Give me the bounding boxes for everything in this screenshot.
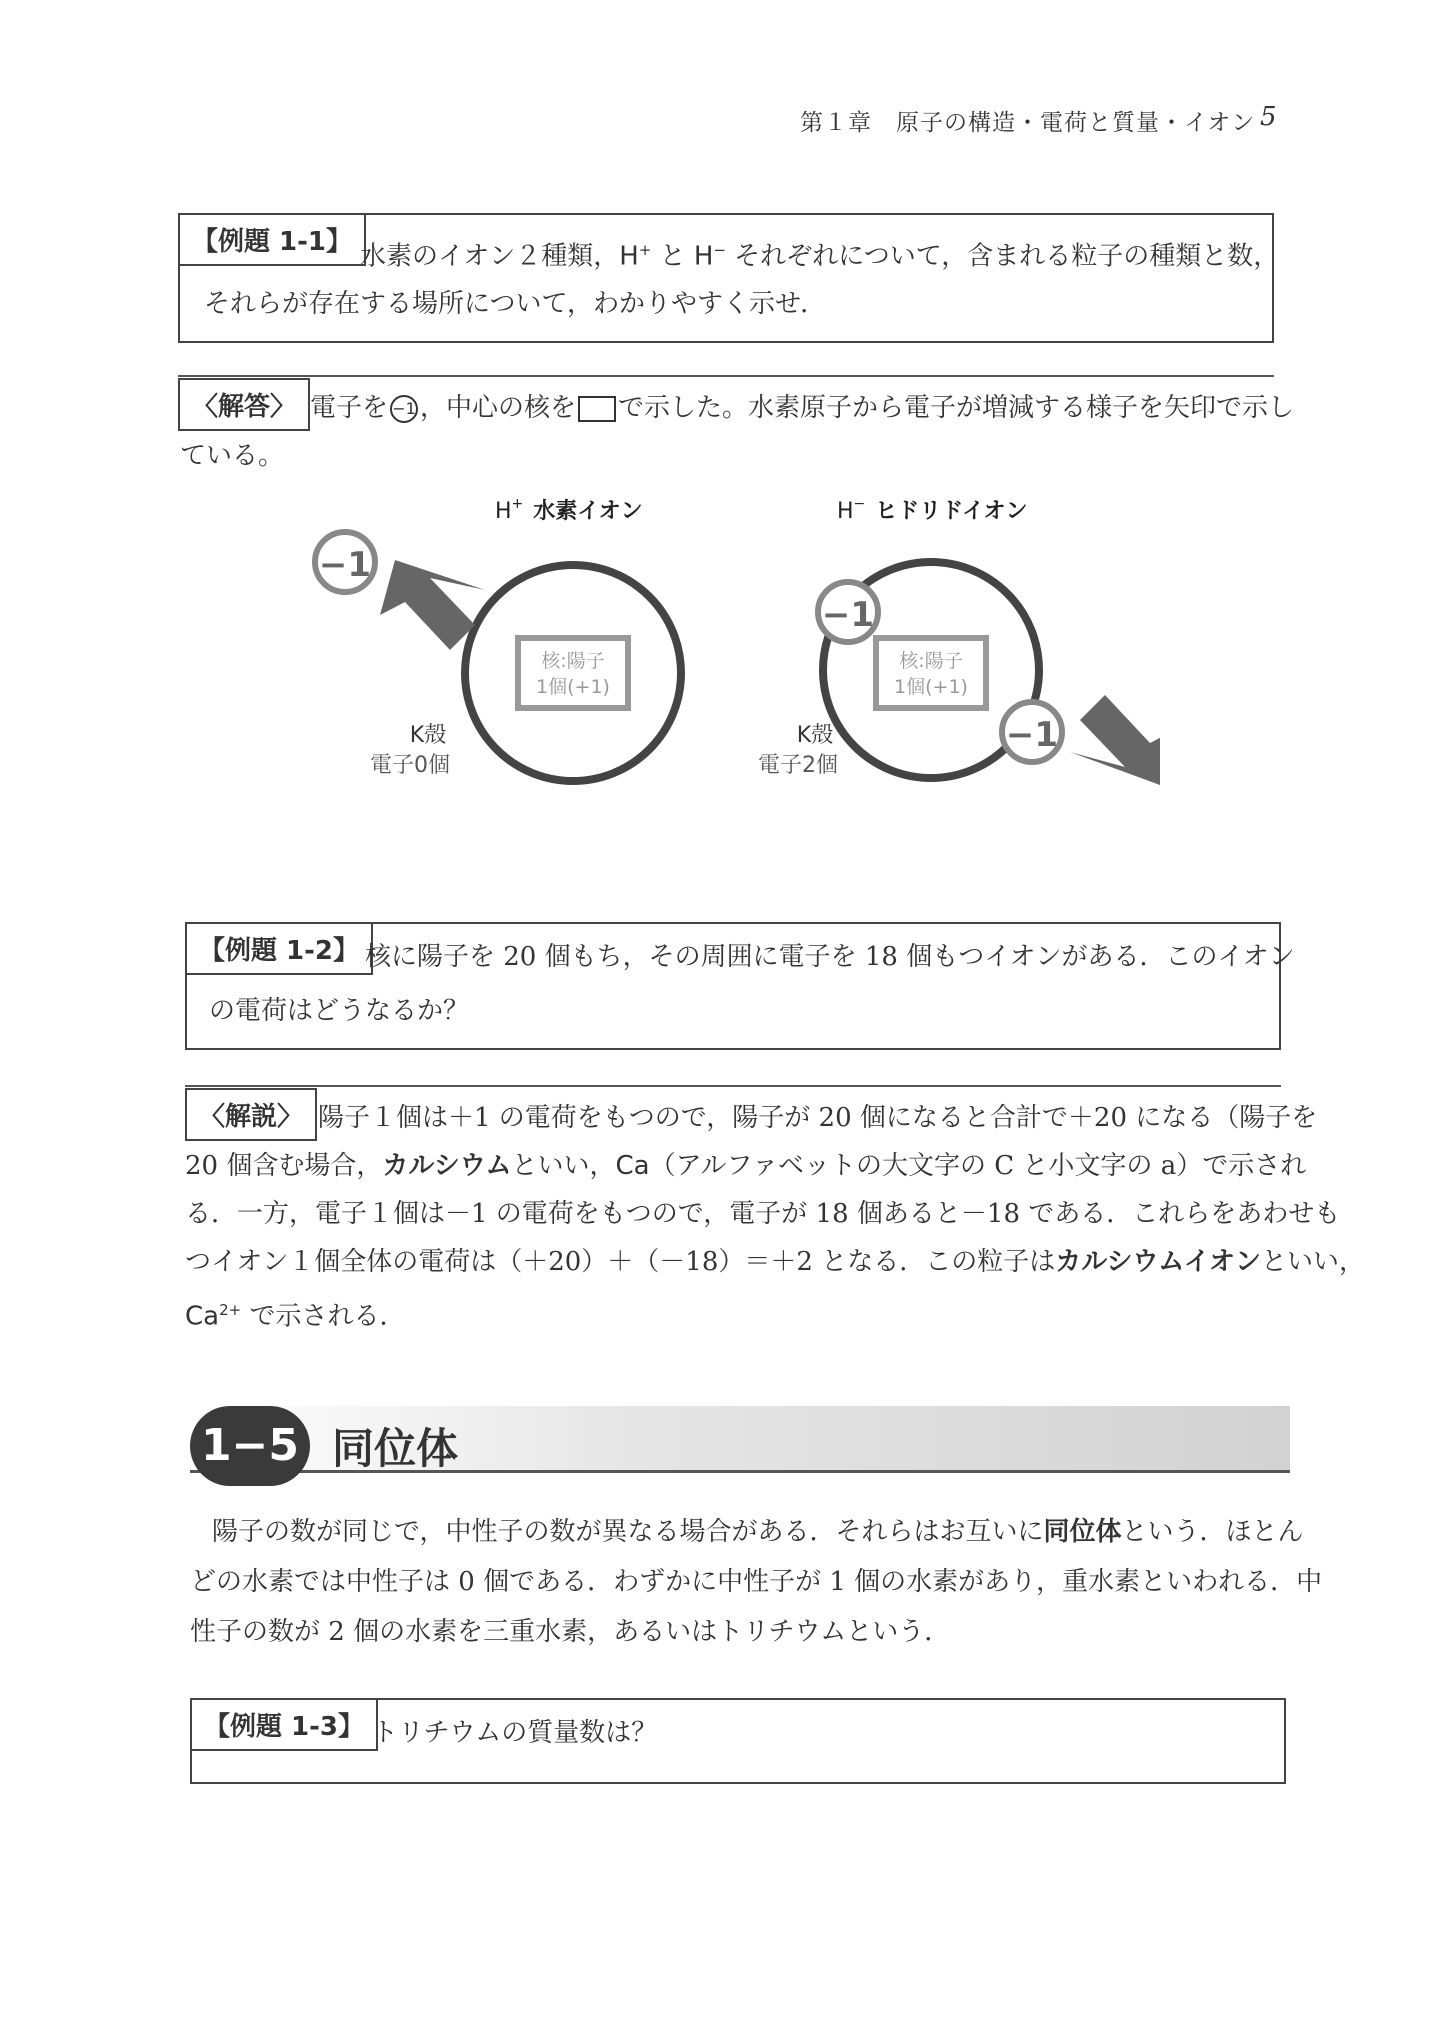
example-tag-1-1: 【例題 1-1】 [178, 213, 366, 266]
answer-line1: 電子を −1 ，中心の核を で示した。水素原子から電子が増減する様子を矢印で示し [310, 393, 1295, 423]
left-shell-label: K殻 [409, 723, 447, 748]
explanation-line4: つイオン１個全体の電荷は（＋20）＋（－18）＝＋2 となる．この粒子はカルシウムイオンといい， [185, 1247, 1366, 1277]
explanation-rule [185, 1085, 1281, 1087]
explanation-line3: る．一方，電子１個は－1 の電荷をもつので，電子が 18 個あると－18 である．これらをあわせも [185, 1199, 1341, 1229]
left-diagram-title: H+ 水素イオン [495, 496, 643, 524]
isotope-line2: どの水素では中性子は 0 個である．わずかに中性子が 1 個の水素があり，重水素といわれる．中 [190, 1567, 1323, 1597]
answer-tag: 〈解答〉 [178, 378, 310, 431]
isotope-line1: 陽子の数が同じで，中性子の数が異なる場合がある．それらはお互いに同位体という．ほとん [212, 1517, 1304, 1547]
right-diagram-title: H− ヒドリドイオン [837, 496, 1028, 524]
explanation-line1: 陽子１個は＋1 の電荷をもつので，陽子が 20 個になると合計で＋20 になる（陽子を [318, 1103, 1318, 1133]
example-tag-1-3: 【例題 1-3】 [190, 1698, 378, 1751]
answer-line2: ている。 [180, 441, 285, 471]
explanation-line2: 20 個含む場合，カルシウムといい，Ca（アルファベットの大文字の C と小文字の a）で示され [185, 1151, 1307, 1181]
hydrogen-ion-diagram [300, 490, 1160, 830]
explanation-tag: 〈解説〉 [185, 1088, 317, 1141]
right-shell-label: K殻 [796, 723, 834, 748]
example2-question-line2: の電荷はどうなるか？ [209, 996, 470, 1026]
example-box-1-3 [190, 1698, 1286, 1784]
right-electron-count: 電子2個 [758, 753, 838, 778]
example3-question: トリチウムの質量数は？ [372, 1718, 658, 1748]
left-nucleus-line2: 1個(+1) [536, 676, 610, 698]
example-question-line1: 水素のイオン２種類，H+ と H− それぞれについて，含まれる粒子の種類と数， [360, 241, 1280, 272]
running-header [800, 102, 1278, 137]
left-nucleus-line1: 核:陽子 [541, 650, 605, 672]
example-question-line2: それらが存在する場所について，わかりやすく示せ． [204, 289, 827, 319]
page-number: 5 [1260, 102, 1278, 132]
svg-text:−1: −1 [318, 545, 372, 585]
svg-text:−1: −1 [1005, 715, 1059, 755]
example-box-1-1 [178, 213, 1280, 343]
electron-symbol-icon: −1 [390, 395, 418, 423]
example-tag-1-2: 【例題 1-2】 [185, 922, 373, 975]
example2-question-line1: 核に陽子を 20 個もち，その周囲に電子を 18 個もつイオンがある．このイオン [365, 942, 1295, 972]
section-title: 同位体 [332, 1424, 459, 1473]
right-nucleus-line1: 核:陽子 [899, 650, 963, 672]
example-box-1-2 [185, 922, 1295, 1050]
chapter-title: 第１章 原子の構造・電荷と質量・イオン [800, 110, 1256, 136]
isotope-line3: 性子の数が 2 個の水素を三重水素，あるいはトリチウムという． [190, 1617, 951, 1647]
section-number: 1−5 [190, 1406, 310, 1486]
right-arrow-icon [1070, 695, 1160, 785]
left-electron-count: 電子0個 [370, 753, 450, 778]
nucleus-box-icon [578, 396, 616, 422]
explanation-line5: $Ca^{2+}$ で示される． [185, 1301, 406, 1332]
svg-text:−1: −1 [821, 595, 875, 635]
answer-rule [178, 375, 1274, 377]
right-nucleus-line2: 1個(+1) [894, 676, 968, 698]
